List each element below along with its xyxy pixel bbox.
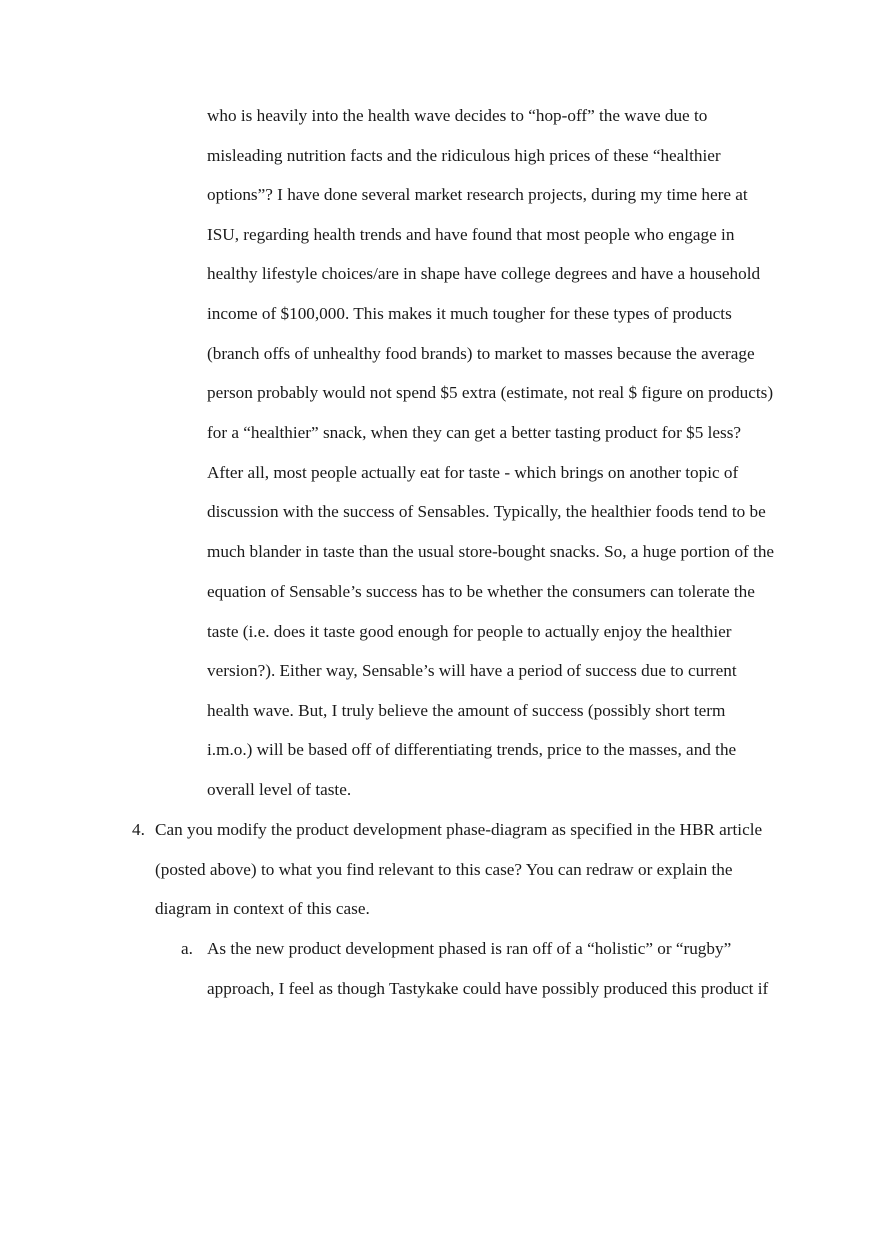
text-line: discussion with the success of Sensables. Typically, the healthier foods tend to be: [207, 502, 766, 521]
text-line: much blander in taste than the usual store-bought snacks. So, a huge portion of the: [207, 542, 775, 561]
text-line: i.m.o.) will be based off of differentiating trends, price to the masses, and the: [207, 740, 737, 759]
text-line: taste (i.e. does it taste good enough for people to actually enjoy the healthier: [207, 622, 732, 641]
text-line: (branch offs of unhealthy food brands) to market to masses because the average: [207, 344, 755, 363]
text-line: overall level of taste.: [207, 780, 352, 799]
text-line: income of $100,000. This makes it much tougher for these types of products: [207, 304, 732, 323]
text-line: options”? I have done several market research projects, during my time here at: [207, 185, 748, 204]
text-line: ISU, regarding health trends and have found that most people who engage in: [207, 225, 735, 244]
text-line: Can you modify the product development phase-diagram as specified in the HBR article: [155, 820, 763, 839]
list-letter: a.: [181, 939, 193, 958]
text-line: approach, I feel as though Tastykake could have possibly produced this product if: [207, 979, 769, 998]
text-line: diagram in context of this case.: [155, 899, 370, 918]
text-line: After all, most people actually eat for taste - which brings on another topic of: [207, 463, 739, 482]
text-line: health wave. But, I truly believe the amount of success (possibly short term: [207, 701, 726, 720]
text-line: who is heavily into the health wave decides to “hop-off” the wave due to: [207, 106, 708, 125]
text-line: (posted above) to what you find relevant to this case? You can redraw or explain the: [155, 860, 733, 879]
text-line: person probably would not spend $5 extra (estimate, not real $ figure on products): [207, 383, 774, 402]
text-line: misleading nutrition facts and the ridiculous high prices of these “healthier: [207, 146, 721, 165]
text-line: As the new product development phased is ran off of a “holistic” or “rugby”: [207, 939, 732, 958]
list-number: 4.: [132, 820, 145, 839]
text-line: for a “healthier” snack, when they can get a better tasting product for $5 less?: [207, 423, 742, 442]
text-line: equation of Sensable’s success has to be whether the consumers can tolerate the: [207, 582, 755, 601]
text-line: healthy lifestyle choices/are in shape have college degrees and have a household: [207, 264, 761, 283]
text-line: version?). Either way, Sensable’s will have a period of success due to current: [207, 661, 737, 680]
